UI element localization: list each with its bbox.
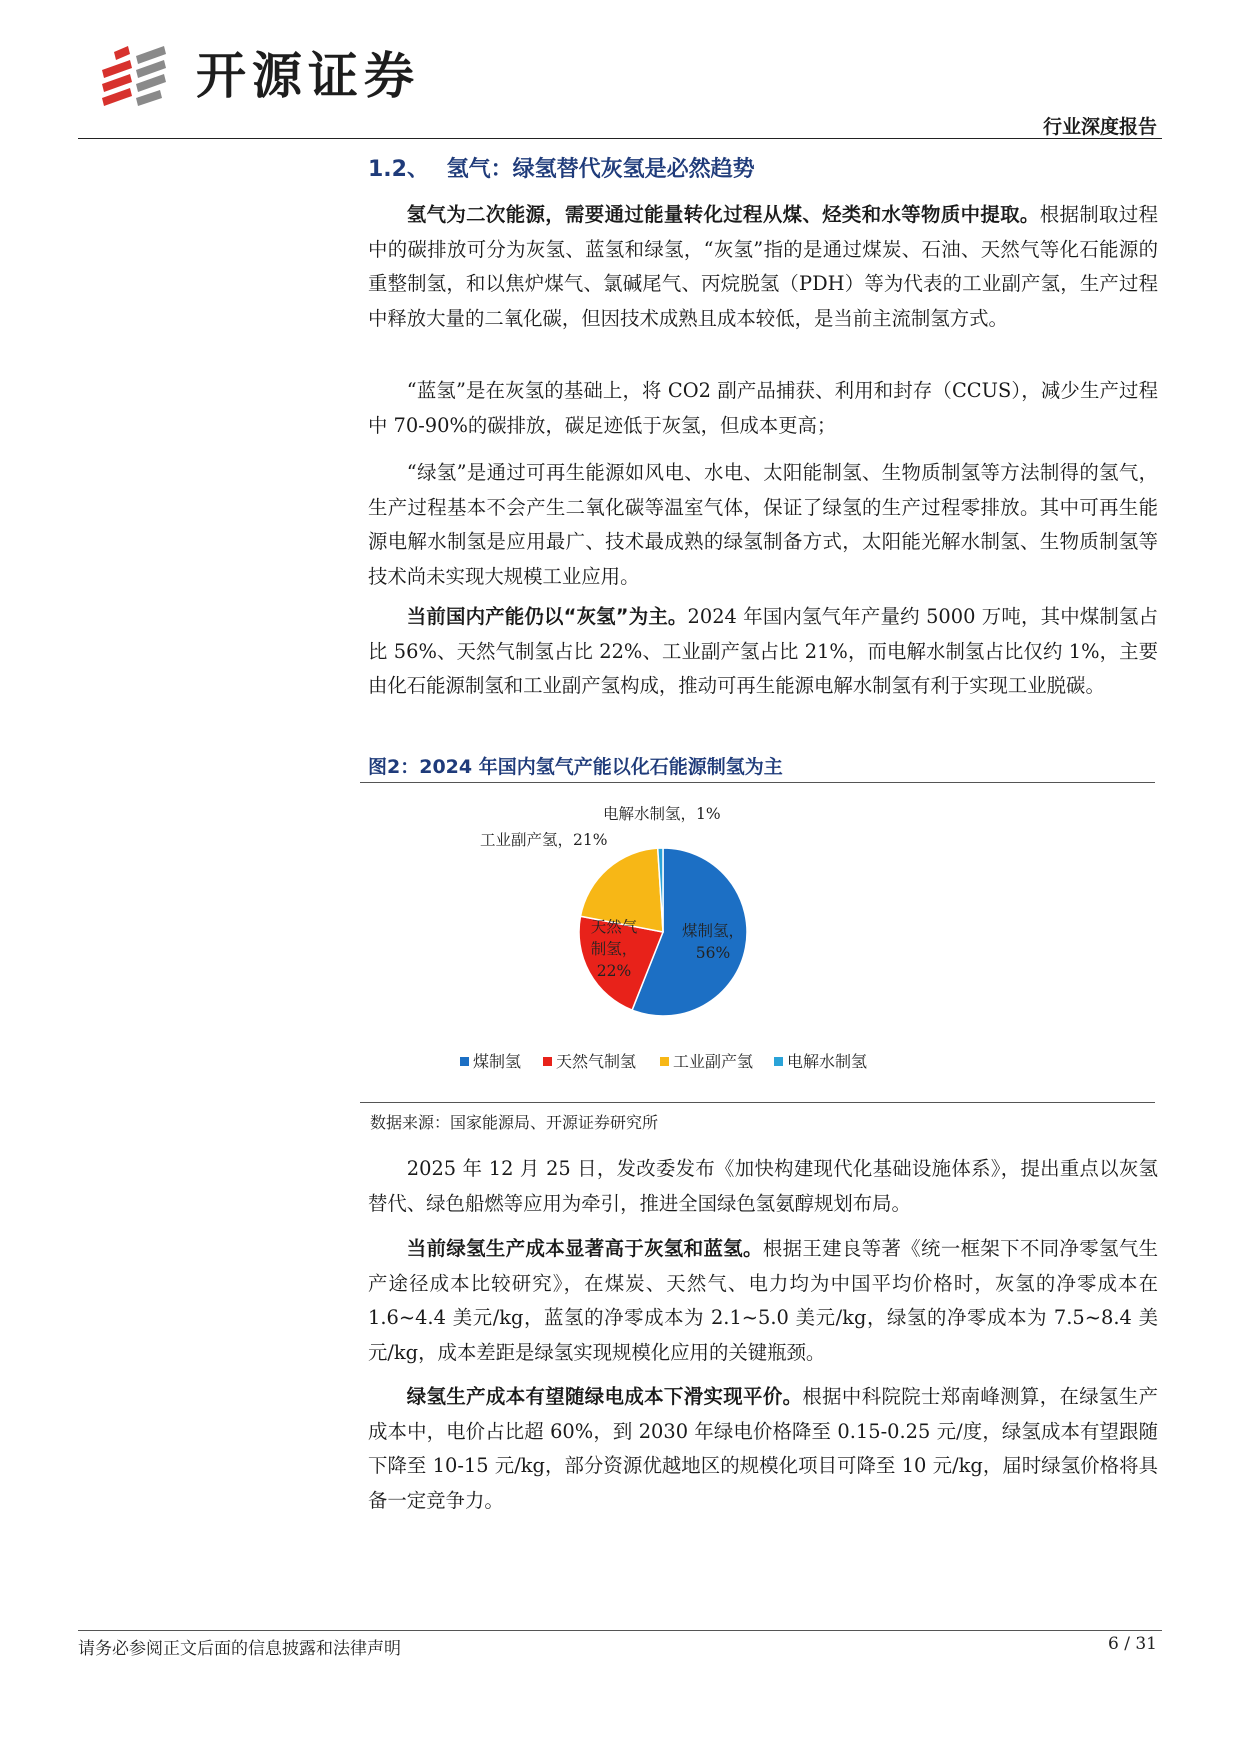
- report-type: 行业深度报告: [1042, 116, 1157, 138]
- footer-disclaimer: 请务必参阅正文后面的信息披露和法律声明: [78, 1639, 401, 1659]
- section-title: [368, 152, 755, 183]
- paragraph-blue-hydrogen: [368, 374, 1158, 443]
- header-divider: [78, 138, 1162, 139]
- data-label-coal-value: 56%: [695, 944, 731, 962]
- pie-chart: [360, 786, 1155, 1100]
- paragraph-body: 根据中科院院士郑南峰测算，在绿氢生产成本中，电价占比超 60%，到 2030 年绿电价格降至 0.15-0.25 元/度，绿氢成本有望跟随下降至 10-15 元/kg，部分资源优越地区的规模化项目可降至 10 元/kg，届时绿氢价格将具备一定竞争力。: [368, 1385, 1159, 1512]
- footer-divider: [78, 1630, 1162, 1631]
- legend-label-coal: 煤制氢: [473, 1052, 522, 1071]
- section-title-text: 氢气：绿氢替代灰氢是必然趋势: [446, 157, 755, 182]
- paragraph-hydrogen-intro: [368, 198, 1158, 336]
- paragraph-lead: 当前绿氢生产成本显著高于灰氢和蓝氢。: [406, 1237, 763, 1260]
- legend-label-electrolysis: 电解水制氢: [787, 1052, 868, 1071]
- paragraph-body: 2025 年 12 月 25 日，发改委发布《加快构建现代化基础设施体系》，提出重点以灰氢替代、绿色船燃等应用为牵引，推进全国绿色氢氨醇规划布局。: [368, 1157, 1158, 1215]
- figure-top-rule: [360, 782, 1155, 783]
- section-number: 1.2、: [368, 157, 429, 182]
- paragraph-lead: 当前国内产能仍以“灰氢”为主。: [406, 605, 688, 628]
- page-number: 6 / 31: [1108, 1634, 1157, 1654]
- legend-label-natural-gas: 天然气制氢: [556, 1052, 637, 1071]
- brand-mark-icon: [100, 40, 190, 112]
- data-label-industrial: 工业副产氢，21%: [480, 831, 608, 849]
- figure-title: 图2：2024 年国内氢气产能以化石能源制氢为主: [368, 756, 783, 778]
- brand-name: 开源证券: [196, 47, 420, 105]
- paragraph-body: 2024 年国内氢气年产量约 5000 万吨，其中煤制氢占比 56%、天然气制氢占比 22%、工业副产氢占比 21%，而电解水制氢占比仅约 1%，主要由化石能源制氢和工业副产氢构成，推动可再生能源电解水制氢有利于实现工业脱碳。: [368, 605, 1158, 697]
- legend-swatch-coal: [460, 1057, 469, 1066]
- paragraph-body: “蓝氢”是在灰氢的基础上，将 CO2 副产品捕获、利用和封存（CCUS），减少生产过程中 70-90%的碳排放，碳足迹低于灰氢，但成本更高；: [368, 379, 1158, 437]
- paragraph-body: 根据制取过程中的碳排放可分为灰氢、蓝氢和绿氢，“灰氢”指的是通过煤炭、石油、天然气等化石能源的重整制氢，和以焦炉煤气、氯碱尾气、丙烷脱氢（PDH）等为代表的工业副产氢，生产过程中释放大量的二氧化碳，但因技术成熟且成本较低，是当前主流制氢方式。: [368, 203, 1159, 330]
- data-label-gas-name-1: 天然气: [590, 918, 638, 936]
- data-label-gas-value: 22%: [596, 962, 632, 980]
- paragraph-green-hydrogen: [368, 456, 1158, 594]
- data-label-gas-name-2: 制氢，: [590, 940, 638, 958]
- data-label-electrolysis: 电解水制氢，1%: [603, 805, 721, 823]
- legend-swatch-natural-gas: [543, 1057, 552, 1066]
- legend-swatch-industrial-byproduct: [660, 1057, 669, 1066]
- data-label-coal-name: 煤制氢，: [681, 922, 745, 940]
- legend-label-industrial-byproduct: 工业副产氢: [673, 1052, 754, 1071]
- brand-logo: [100, 40, 480, 112]
- paragraph-domestic-capacity: [368, 600, 1158, 704]
- legend-swatch-electrolysis: [774, 1057, 783, 1066]
- paragraph-cost-parity: [368, 1380, 1158, 1518]
- paragraph-cost-gap: [368, 1232, 1158, 1370]
- paragraph-body: 根据王建良等著《统一框架下不同净零氢气生产途径成本比较研究》，在煤炭、天然气、电力均为中国平均价格时，灰氢的净零成本在 1.6~4.4 美元/kg，蓝氢的净零成本为 2.1~5.0 美元/kg，绿氢的净零成本为 7.5~8.4 美元/kg，成本差距是绿氢实现规模化应用的关键瓶颈。: [368, 1237, 1159, 1364]
- paragraph-body: “绿氢”是通过可再生能源如风电、水电、太阳能制氢、生物质制氢等方法制得的氢气，生产过程基本不会产生二氧化碳等温室气体，保证了绿氢的生产过程零排放。其中可再生能源电解水制氢是应用最广、技术最成熟的绿氢制备方式，太阳能光解水制氢、生物质制氢等技术尚未实现大规模工业应用。: [368, 461, 1158, 588]
- figure-bottom-rule: [360, 1102, 1155, 1103]
- figure-source: 数据来源：国家能源局、开源证券研究所: [370, 1113, 659, 1132]
- paragraph-policy: [368, 1152, 1158, 1221]
- paragraph-lead: 绿氢生产成本有望随绿电成本下滑实现平价。: [406, 1385, 803, 1408]
- paragraph-lead: 氢气为二次能源，需要通过能量转化过程从煤、烃类和水等物质中提取。: [406, 203, 1040, 226]
